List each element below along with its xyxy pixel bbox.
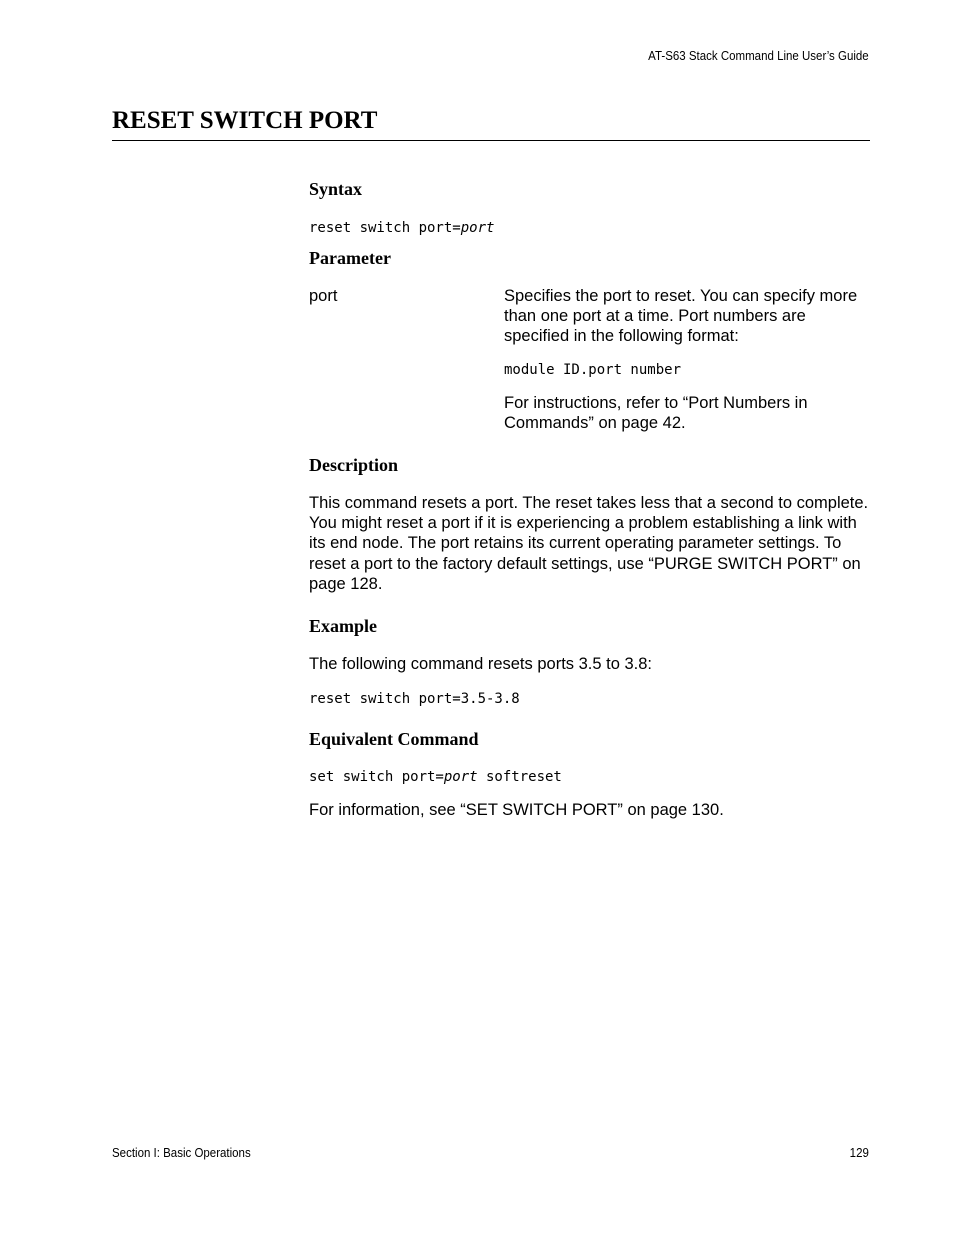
- description-heading: Description: [309, 455, 398, 476]
- equivalent-command-param: port: [443, 769, 478, 786]
- page-header: AT-S63 Stack Command Line User’s Guide: [648, 49, 869, 63]
- syntax-command: [309, 219, 870, 237]
- equivalent-command-prefix: set switch port=: [309, 769, 444, 786]
- equivalent-command-suffix: softreset: [477, 769, 562, 786]
- title-rule: [112, 140, 870, 141]
- syntax-command-param: port: [460, 220, 495, 236]
- example-text: The following command resets ports 3.5 to 3.8:: [309, 655, 653, 674]
- parameter-description: Specifies the port to reset. You can specify more than one port at a time. Port numbers are specified in the following format:: [504, 287, 858, 346]
- page-title: RESET SWITCH PORT: [112, 107, 378, 134]
- syntax-heading: Syntax: [309, 179, 363, 199]
- footer-section: Section I: Basic Operations: [112, 1146, 251, 1160]
- example-heading: Example: [309, 616, 378, 637]
- footer-page-number: 129: [849, 1146, 869, 1160]
- parameter-heading: Parameter: [309, 248, 391, 268]
- main-content: [309, 178, 870, 820]
- parameter-name: port: [309, 287, 338, 305]
- example-command: reset switch port=3.5-3.8: [309, 691, 520, 708]
- parameter-description-block: [504, 286, 870, 433]
- syntax-command-text: reset switch port=: [309, 220, 461, 236]
- parameter-row: [309, 286, 870, 433]
- equivalent-command: [309, 768, 870, 786]
- parameter-reference: For instructions, refer to “Port Numbers in Commands” on page 42.: [504, 393, 808, 432]
- parameter-format: module ID.port number: [504, 361, 682, 378]
- equivalent-info: For information, see “SET SWITCH PORT” on page 130.: [309, 801, 724, 820]
- equivalent-heading: Equivalent Command: [309, 729, 479, 750]
- description-text: This command resets a port. The reset takes less that a second to complete. You might reset a port if it is experiencing a problem establishing a link with its end node. The port retains its current operating parameter settings. To reset a port to the factory default settings, use “PURGE SWITCH PORT” on page 128.: [309, 494, 869, 593]
